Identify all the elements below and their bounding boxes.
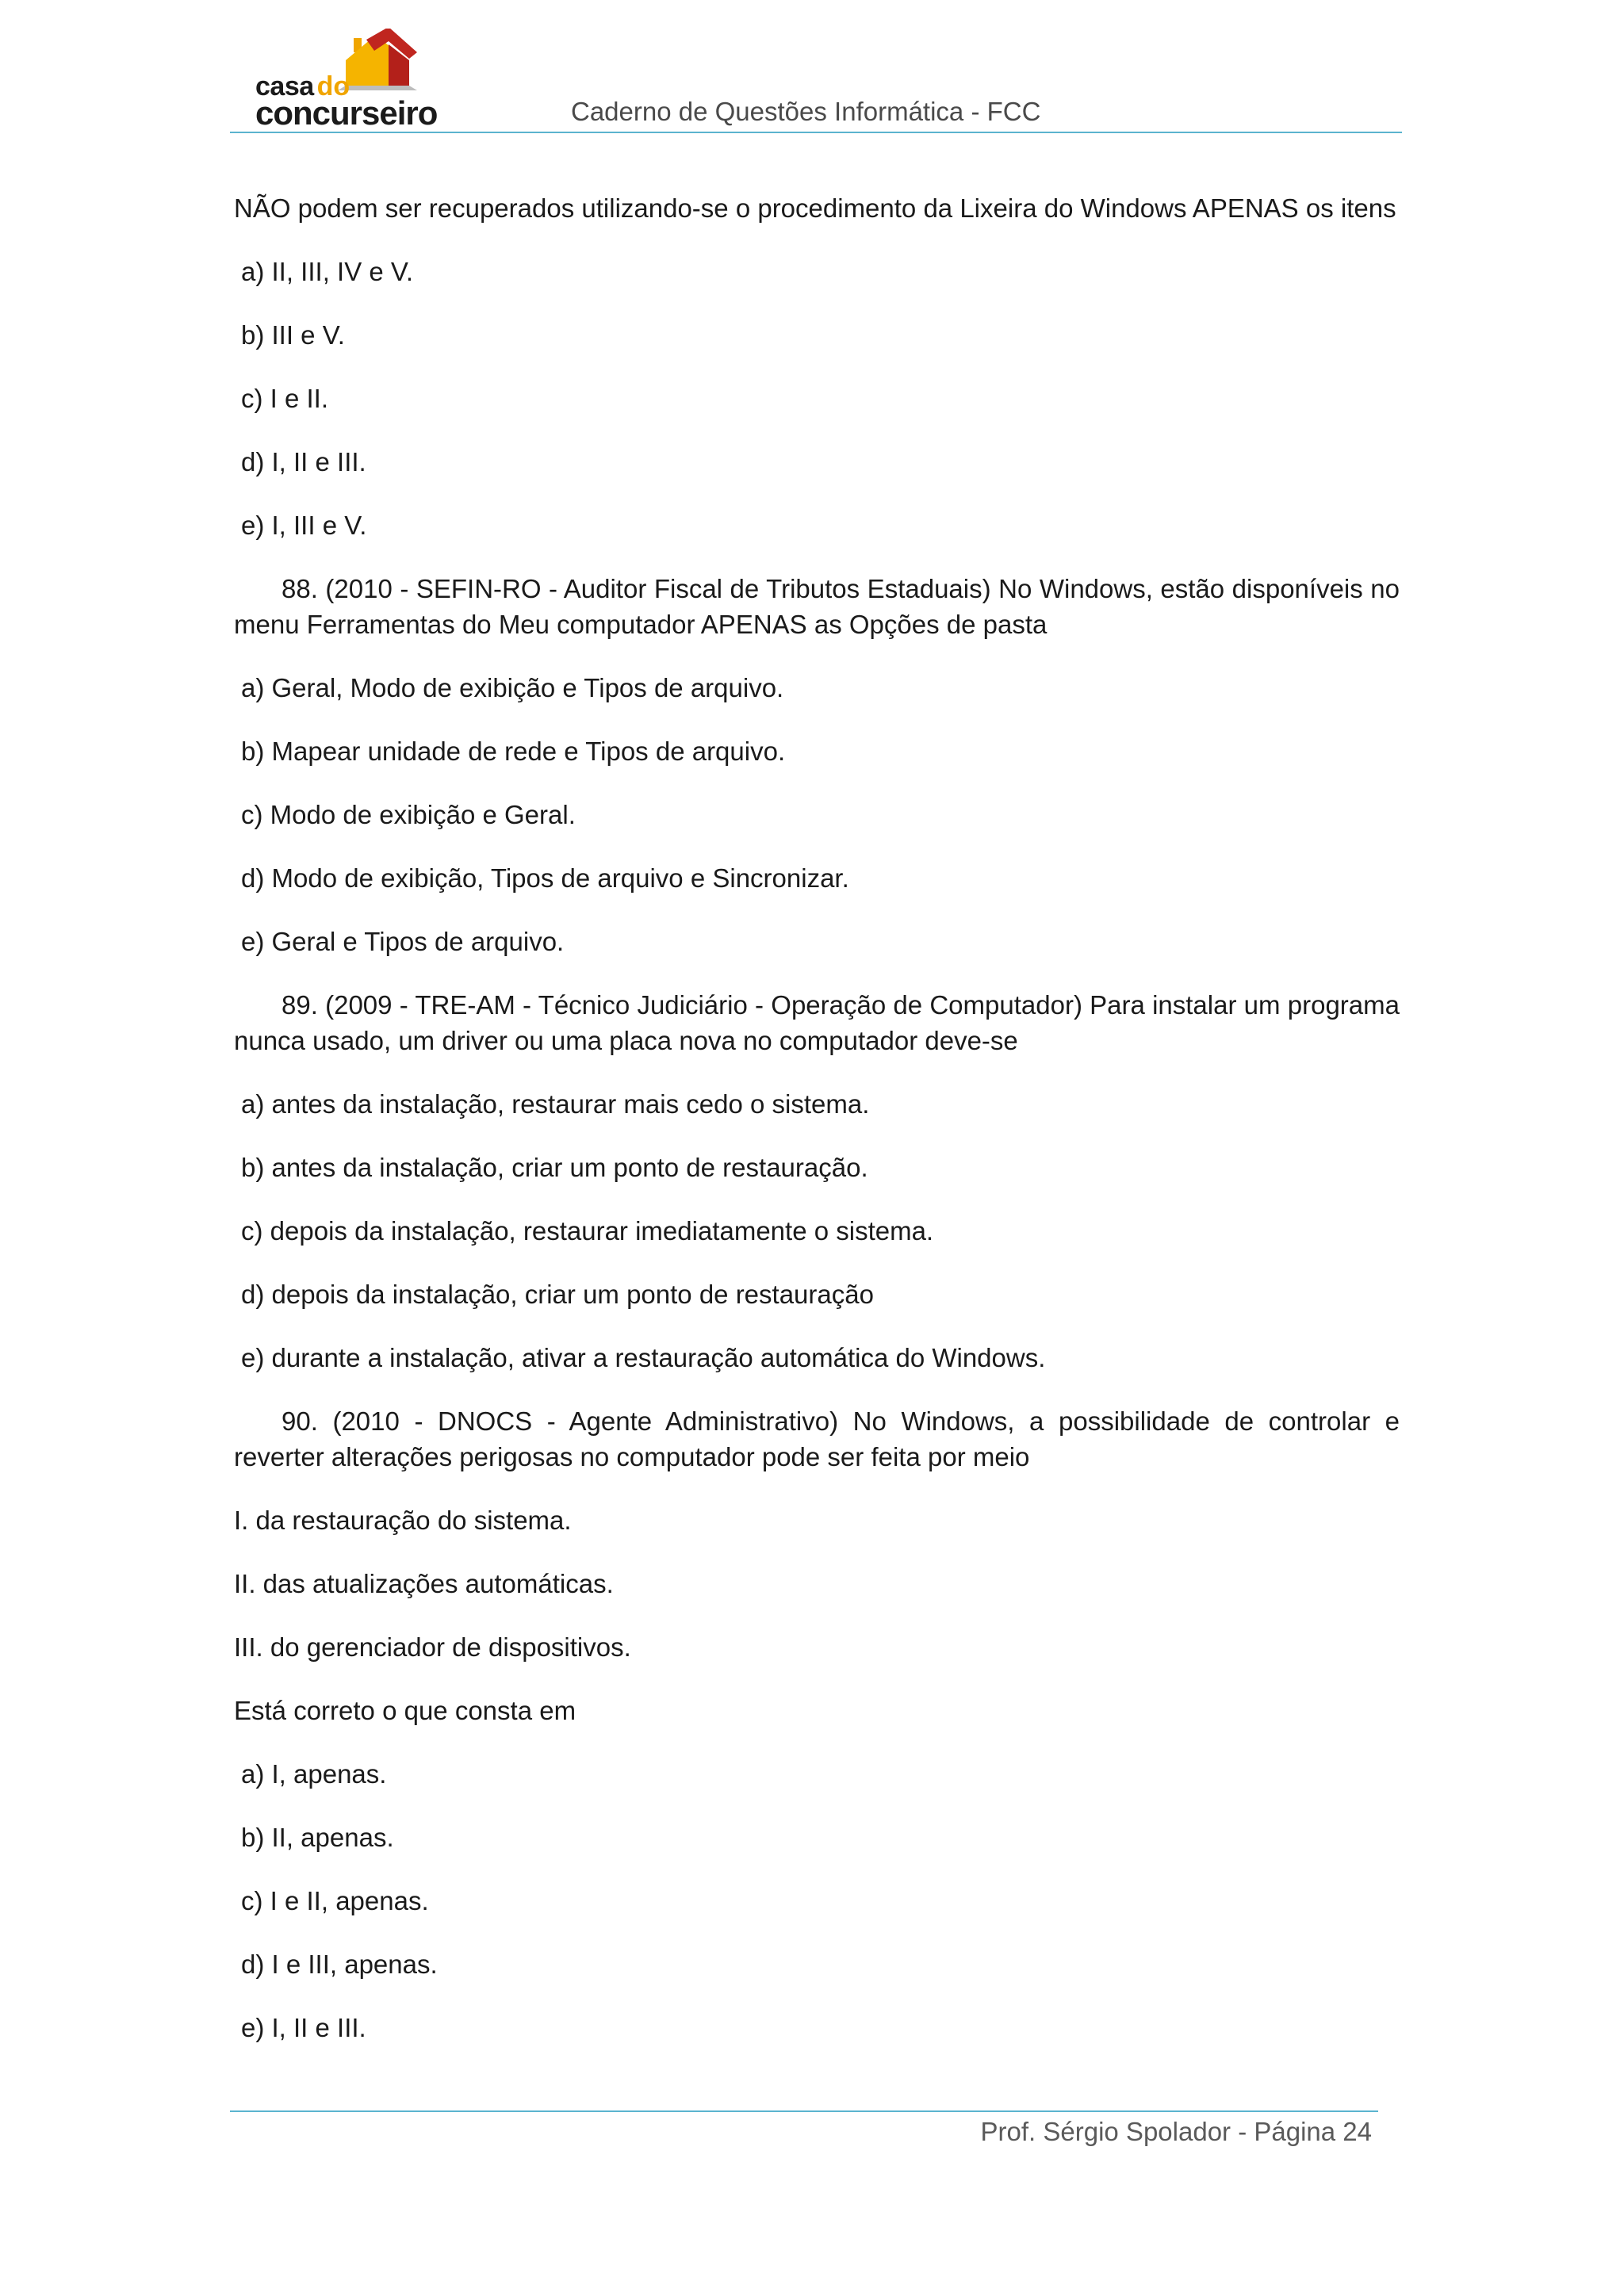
intro-option-c: c) I e II. <box>241 384 329 413</box>
footer-page-info: Prof. Sérgio Spolador - Página 24 <box>980 2117 1372 2146</box>
q90-item-i: I. da restauração do sistema. <box>234 1506 572 1535</box>
question-90-text: 90. (2010 - DNOCS - Agente Administrativo) No Windows, a possibilidade de controlar e reverter alterações perigosas no computador pode ser feita por meio <box>234 1406 1400 1471</box>
intro-option-e: e) I, III e V. <box>241 511 367 540</box>
header-divider <box>230 132 1402 133</box>
logo-casa-text: casa <box>255 71 314 101</box>
q89-option-d: d) depois da instalação, criar um ponto de restauração <box>241 1280 874 1309</box>
intro-option-d: d) I, II e III. <box>241 447 366 476</box>
q88-option-a: a) Geral, Modo de exibição e Tipos de arquivo. <box>241 673 784 702</box>
q90-option-a: a) I, apenas. <box>241 1759 387 1789</box>
header-title: Caderno de Questões Informática - FCC <box>571 97 1041 126</box>
q89-option-a: a) antes da instalação, restaurar mais cedo o sistema. <box>241 1089 870 1119</box>
q90-option-d: d) I e III, apenas. <box>241 1950 438 1979</box>
q88-option-e: e) Geral e Tipos de arquivo. <box>241 927 565 956</box>
q90-option-b: b) II, apenas. <box>241 1823 394 1852</box>
q89-option-b: b) antes da instalação, criar um ponto de restauração. <box>241 1153 868 1182</box>
question-88-text: 88. (2010 - SEFIN-RO - Auditor Fiscal de Tributos Estaduais) No Windows, estão disponíveis no menu Ferramentas do Meu computador APENAS as Opções de pasta <box>234 574 1400 639</box>
question-89-text: 89. (2009 - TRE-AM - Técnico Judiciário - Operação de Computador) Para instalar um programa nunca usado, um driver ou uma placa nova no computador deve-se <box>234 990 1400 1055</box>
q90-option-e: e) I, II e III. <box>241 2013 366 2042</box>
q89-option-e: e) durante a instalação, ativar a restauração automática do Windows. <box>241 1343 1046 1372</box>
casa-do-concurseiro-logo <box>255 29 438 132</box>
q90-item-ii: II. das atualizações automáticas. <box>234 1569 614 1598</box>
q88-option-d: d) Modo de exibição, Tipos de arquivo e Sincronizar. <box>241 863 849 893</box>
q88-option-b: b) Mapear unidade de rede e Tipos de arquivo. <box>241 737 786 766</box>
question-intro-text: NÃO podem ser recuperados utilizando-se o procedimento da Lixeira do Windows APENAS os itens <box>234 193 1396 223</box>
intro-option-b: b) III e V. <box>241 320 345 350</box>
q90-item-iii: III. do gerenciador de dispositivos. <box>234 1632 631 1662</box>
intro-option-a: a) II, III, IV e V. <box>241 257 414 286</box>
logo-do-text: do <box>316 71 350 101</box>
q88-option-c: c) Modo de exibição e Geral. <box>241 800 576 829</box>
logo-concurseiro-text: concurseiro <box>255 94 438 132</box>
q90-option-c: c) I e II, apenas. <box>241 1886 429 1915</box>
footer-divider <box>230 2110 1378 2112</box>
page-content <box>234 190 1400 2073</box>
q90-stem: Está correto o que consta em <box>234 1696 576 1725</box>
q89-option-c: c) depois da instalação, restaurar imediatamente o sistema. <box>241 1216 934 1246</box>
